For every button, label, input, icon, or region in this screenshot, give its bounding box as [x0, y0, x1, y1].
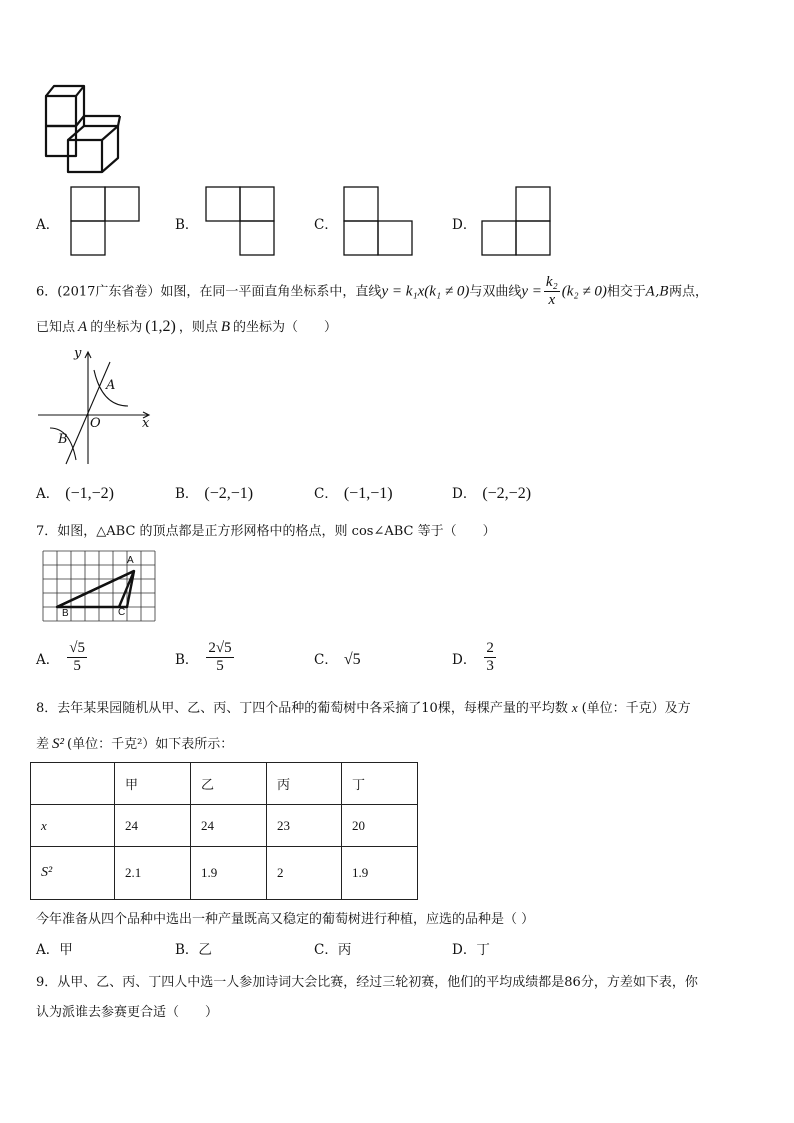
table-header-row [31, 763, 418, 805]
q5-option-a-letter[interactable]: A． [36, 217, 60, 233]
q7-option-a-letter: A． [36, 651, 60, 668]
q7-option-d-letter: D． [452, 651, 477, 668]
q7-grid-figure [42, 550, 157, 622]
table-row [31, 805, 418, 847]
q8-option-b-letter: B． [175, 942, 199, 958]
q5-option-b-letter[interactable]: B． [175, 217, 199, 233]
table-header-bing: 丙 [267, 763, 342, 805]
q5-option-d-figure [481, 186, 551, 256]
q6-line2 [36, 316, 337, 336]
q6-line2-a: 已知点 [36, 320, 76, 335]
table-cell: 2 [267, 847, 342, 900]
q6-text-c: 相交于 [606, 284, 646, 300]
q8-option-b-value: 乙 [198, 942, 212, 958]
q5-option-b-figure [205, 186, 275, 256]
q6-point-b: B [220, 319, 231, 335]
q8-line1-text: 8．去年某果园随机从甲、乙、丙、丁四个品种的葡萄树中各采摘了10棵，每棵产量的平均数 [36, 701, 568, 716]
q8-data-table [30, 762, 418, 900]
q7-option-d-fraction [484, 640, 496, 676]
q8-option-c[interactable] [314, 938, 351, 958]
q7-option-a[interactable] [36, 640, 87, 676]
q6-option-d[interactable] [452, 482, 531, 503]
q6-hyper-condition: (k₂ ≠ 0) [561, 283, 607, 300]
q8-option-d[interactable] [452, 938, 490, 958]
q6-hyper-y: y = [521, 283, 542, 300]
q6-point-a: A [78, 319, 88, 335]
q7-label-c: C [118, 607, 126, 618]
table-cell: 23 [267, 805, 342, 847]
q6-label-b: B [58, 432, 68, 447]
q8-line2-var: S² [52, 736, 65, 752]
q6-option-a[interactable] [36, 482, 114, 503]
table-header-yi: 乙 [191, 763, 267, 805]
q6-option-b-letter: B． [175, 486, 199, 502]
table-row-label-variance: S² [31, 847, 115, 900]
q7-option-b[interactable] [175, 640, 234, 676]
q6-points-ab: A,B [645, 284, 669, 300]
q7-option-a-fraction [67, 640, 87, 676]
q7-option-c-letter: C． [314, 652, 338, 668]
q7-option-a-num: √5 [67, 640, 87, 658]
q8-option-d-value: 丁 [476, 942, 490, 958]
q8-option-a[interactable] [36, 938, 73, 958]
q6-option-b[interactable] [175, 482, 253, 503]
q8-option-a-letter: A． [36, 942, 60, 958]
table-header-ding: 丁 [342, 763, 418, 805]
q7-option-c[interactable] [314, 648, 361, 669]
table-row [31, 847, 418, 900]
q7-option-b-den: 5 [216, 658, 224, 675]
q7-label-b: B [62, 608, 69, 619]
q8-option-b[interactable] [175, 938, 212, 958]
table-cell: 2.1 [115, 847, 191, 900]
q6-label-o: O [90, 416, 101, 431]
q6-option-c-value: (−1,−1) [343, 485, 393, 502]
q7-option-a-den: 5 [73, 658, 81, 675]
q6-option-d-letter: D． [452, 486, 477, 502]
table-cell [31, 763, 115, 805]
q6-line2-b: 的坐标为 [90, 320, 143, 335]
q6-line-equation: y = k₁x(k₁ ≠ 0) [381, 283, 470, 300]
q7-option-c-value: √5 [343, 651, 361, 668]
q6-hyper-numerator: k₂ [544, 274, 560, 292]
q6-label-y: y [74, 346, 82, 361]
cube-stack-figure [40, 82, 124, 174]
q8-line1 [36, 697, 691, 716]
table-cell: 24 [191, 805, 267, 847]
q7-question-text: 7．如图，△ABC 的顶点都是正方形网格中的格点，则 cos∠ABC 等于（ ） [36, 524, 496, 539]
q6-option-a-value: (−1,−2) [65, 485, 114, 502]
q6-option-d-value: (−2,−2) [482, 485, 532, 502]
table-cell: 20 [342, 805, 418, 847]
q8-option-c-letter: C． [314, 942, 338, 958]
q5-option-c-letter[interactable]: C． [314, 217, 338, 233]
q6-coordinate: (1,2) [145, 318, 176, 335]
q8-option-a-value: 甲 [59, 942, 73, 958]
q7-option-d[interactable] [452, 640, 496, 676]
q7-option-d-num: 2 [484, 640, 496, 658]
q8-line2 [36, 733, 233, 753]
q6-option-b-value: (−2,−1) [204, 485, 254, 502]
q8-line1-var: x [571, 700, 578, 715]
q9-line2: 认为派谁去参赛更合适（ ） [36, 1005, 219, 1020]
q6-text-d: 两点， [668, 284, 708, 300]
q6-text-a: 6．(2017广东省卷）如图，在同一平面直角坐标系中，直线 [36, 284, 382, 300]
q9-line1: 9．从甲、乙、丙、丁四人中选一人参加诗词大会比赛，经过三轮初赛，他们的平均成绩都是86分，方差如下表，你 [36, 975, 698, 990]
q8-line1-end: (单位：千克）及方 [581, 701, 691, 716]
q6-option-c[interactable] [314, 482, 393, 503]
q6-label-a: A [106, 378, 116, 393]
q6-coordinate-graph [36, 348, 156, 466]
table-row-label-mean: x [31, 805, 115, 847]
q6-text-b: 与双曲线 [469, 284, 522, 300]
q7-option-d-den: 3 [486, 658, 494, 675]
q7-label-a: A [127, 555, 134, 566]
q5-option-d-letter[interactable]: D． [452, 217, 477, 233]
table-cell: 1.9 [342, 847, 418, 900]
q8-line2-a: 差 [36, 737, 50, 752]
q8-option-d-letter: D． [452, 942, 477, 958]
q8-option-c-value: 丙 [337, 942, 352, 958]
q6-line2-c: ，则点 [178, 320, 218, 335]
q6-label-x: x [142, 416, 150, 431]
q6-option-a-letter: A． [36, 486, 60, 502]
q7-option-b-num: 2√5 [206, 640, 233, 658]
q5-option-a-figure [70, 186, 140, 256]
q6-line1 [36, 274, 708, 310]
q8-line2-b: (单位：千克²）如下表所示： [67, 737, 234, 752]
q5-option-c-figure [343, 186, 413, 256]
q6-option-c-letter: C． [314, 486, 338, 502]
q7-option-b-letter: B． [175, 651, 199, 668]
table-cell: 1.9 [191, 847, 267, 900]
q6-hyperbola-fraction [544, 274, 560, 310]
table-cell: 24 [115, 805, 191, 847]
q7-option-b-fraction [206, 640, 233, 676]
q8-question-text: 今年准备从四个品种中选出一种产量既高又稳定的葡萄树进行种植，应选的品种是（ ） [36, 912, 535, 927]
table-header-jia: 甲 [115, 763, 191, 805]
q6-hyper-denominator: x [548, 292, 556, 309]
q6-line2-d: 的坐标为（ ） [233, 320, 338, 335]
